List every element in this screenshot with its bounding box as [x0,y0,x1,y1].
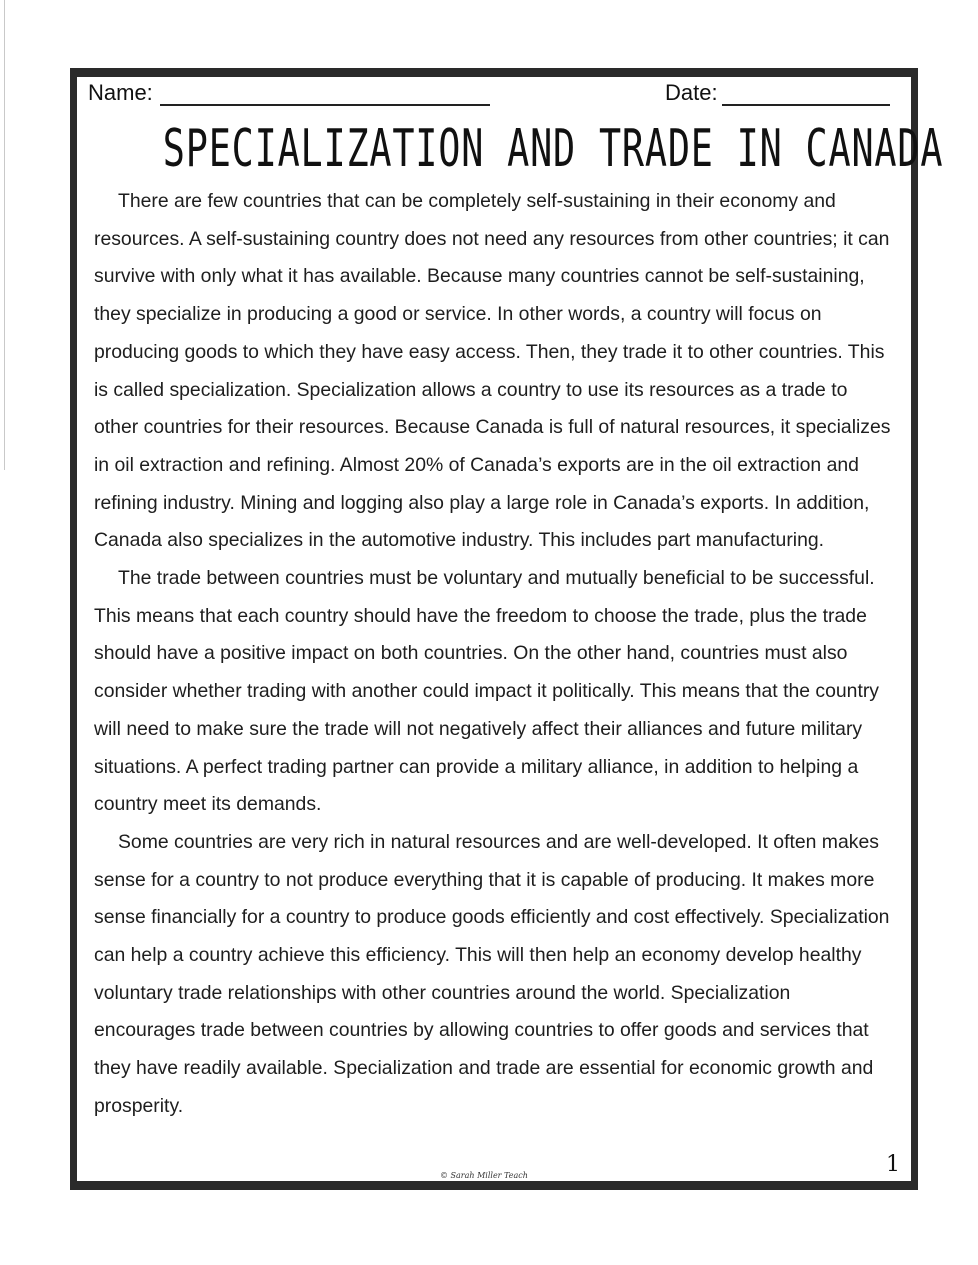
date-label: Date: [665,80,718,105]
name-label: Name: [88,80,153,105]
scan-edge-line [4,0,5,470]
paragraph-3: Some countries are very rich in natural resources and are well-developed. It often makes sense for a country to not produce everything that it is capable of producing. It makes more sense financially for a country to produce goods efficiently and cost effectively. Specialization can help a country achieve this efficiency. This will then help an economy develop healthy voluntary trade relationships with other countries around the world. Specialization encourages trade between countries by allowing countries to offer goods and services that they have readily available. Specialization and trade are essential for economic growth and prosperity. [94,830,890,1117]
reading-passage [94,183,896,1126]
date-blank-line [722,104,890,106]
paragraph-2: The trade between countries must be voluntary and mutually beneficial to be successful. This means that each country should have the freedom to choose the trade, plus the trade should have a positive impact on both countries. On the other hand, countries must also consider whether trading with another could impact it politically. This means that the country will need to make sure the trade will not negatively affect their alliances and future military situations. A perfect trading partner can provide a military alliance, in addition to helping a country meet its demands. [94,567,879,816]
worksheet-title: SPECIALIZATION AND TRADE IN CANADA [162,118,944,179]
page-number: 1 [886,1152,900,1177]
paragraph-1: There are few countries that can be completely self-sustaining in their economy and resources. A self-sustaining country does not need any resources from other countries; it can survive with only what it has available. Because many countries cannot be self-sustaining, they specialize in producing a good or service. In other words, a country will focus on producing goods to which they have easy access. Then, they trade it to other countries. This is called specialization. Specialization allows a country to use its resources as a trade to other countries for their resources. Because Canada is full of natural resources, it specializes in oil extraction and refining. Almost 20% of Canada’s exports are in the oil extraction and refining industry. Mining and logging also play a large role in Canada’s exports. In addition, Canada also specializes in the automotive industry. This includes part manufacturing. [94,190,891,552]
copyright-signature: © Sarah Miller Teach [440,1171,528,1180]
name-blank-line [160,104,490,106]
